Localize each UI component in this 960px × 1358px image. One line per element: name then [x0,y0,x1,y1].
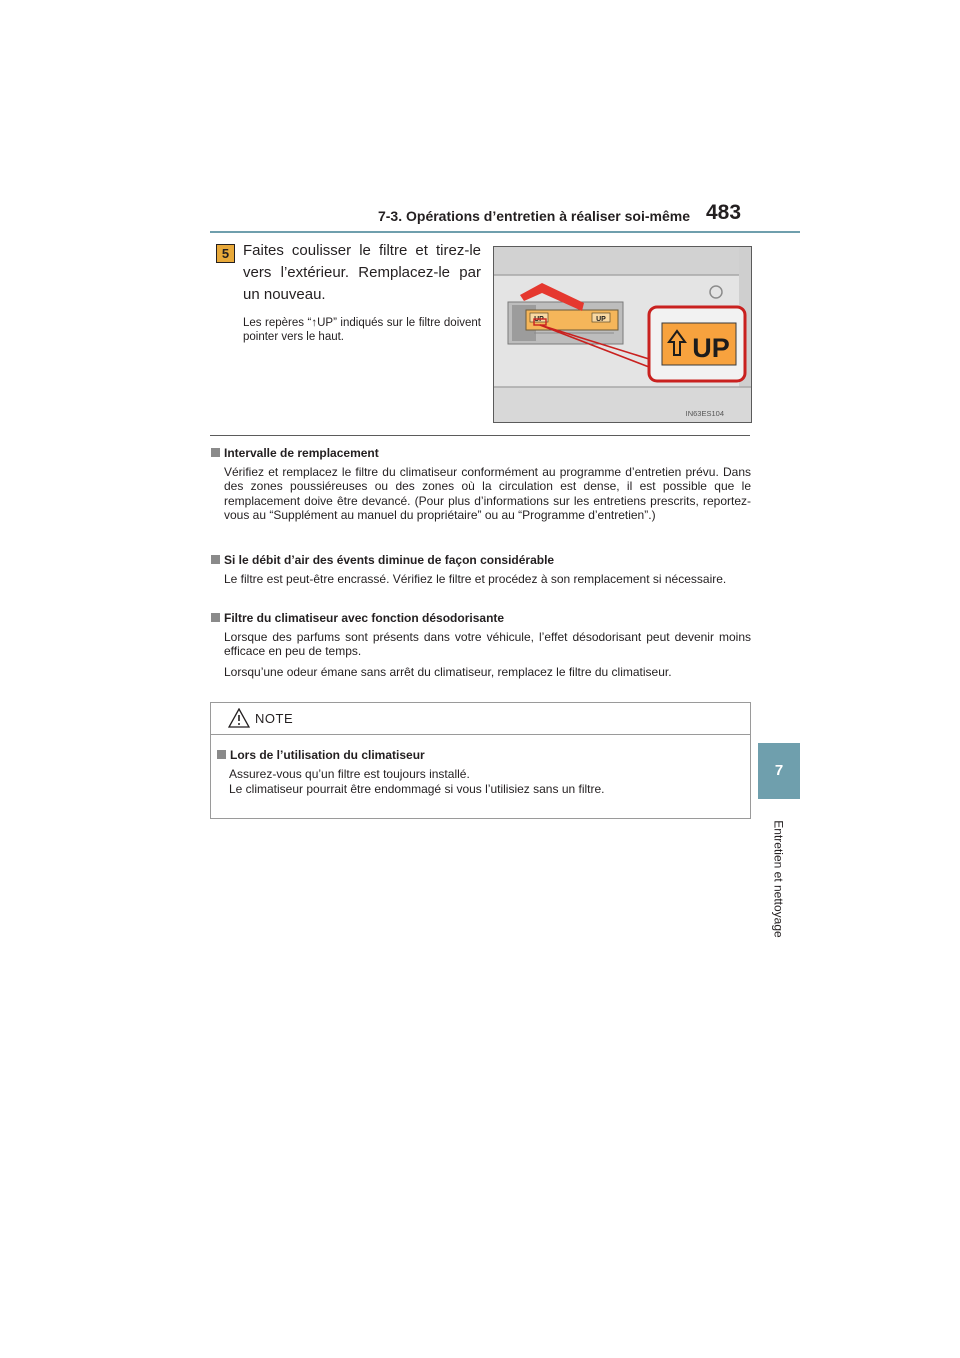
section-heading [211,446,751,461]
section-heading-text: Filtre du climatiseur avec fonction désodorisante [224,611,505,625]
section-body [224,465,751,523]
filter-label-right: UP [596,316,606,323]
note-heading-text: Lors de l’utilisation du climatiseur [230,748,425,762]
step-note: Les repères “↑UP” indiqués sur le filtre doivent pointer vers le haut. [243,317,481,343]
note-body [229,767,742,796]
note-box [210,702,751,819]
up-callout-label: UP [692,333,730,363]
info-section-deodorizing [211,611,751,685]
section-heading [211,611,751,626]
bullet-square-icon [211,613,220,622]
section-heading-text: Intervalle de remplacement [224,446,379,460]
image-code: IN63ES104 [685,409,724,418]
note-content [217,748,742,796]
bullet-square-icon [211,448,220,457]
filter-label-left: UP [534,316,544,323]
section-heading-text: Si le débit d’air des évents diminue de façon considérable [224,553,555,567]
section-body [224,572,751,586]
chapter-tab: 7 [758,743,800,799]
section-paragraph: Lorsqu’une odeur émane sans arrêt du climatiseur, remplacez le filtre du climatiseur. [224,664,672,679]
info-section-airflow [211,553,751,592]
section-divider [210,435,750,436]
warning-triangle-icon [228,708,250,733]
step-instruction: Faites coulisser le filtre et tirez-le vers l’extérieur. Remplacez-le par un nouveau. [243,242,481,303]
step-number: 5 [216,244,235,263]
filter-illustration [493,246,752,423]
section-title: 7-3. Opérations d’entretien à réaliser soi-même [377,208,690,224]
note-line: Le climatiseur pourrait être endommagé si vous l’utilisiez sans un filtre. [229,781,605,796]
section-heading [211,553,751,568]
section-paragraph: Lorsque des parfums sont présents dans votre véhicule, l’effet désodorisant peut devenir moins efficace en peu de temps. [224,630,751,659]
section-paragraph: Vérifiez et remplacez le filtre du climatiseur conformément au programme d’entretien prévu. Dans des zones poussiéreuses ou des zones où la circulation est dense, il est possible que le remplacement doive être devancé. (Pour plus d’informations sur les entretiens prescrits, reportez-vous au “Supplément au manuel du propriétaire” ou au “Programme d’entretien”.) [224,465,751,523]
page-number: 483 [706,201,742,224]
bullet-square-icon [211,555,220,564]
section-paragraph: Le filtre est peut-être encrassé. Vérifiez le filtre et procédez à son remplacement si nécessaire. [224,572,727,586]
bullet-square-icon [217,750,226,759]
section-body [224,630,751,679]
header-divider [210,231,800,233]
note-header [211,703,750,735]
note-heading [217,748,742,763]
note-title: NOTE [255,711,294,726]
note-line: Assurez-vous qu’un filtre est toujours installé. [229,767,470,781]
chapter-label [758,804,800,954]
info-section-replacement-interval [211,446,751,529]
chapter-label-text: Entretien et nettoyage [772,820,787,938]
